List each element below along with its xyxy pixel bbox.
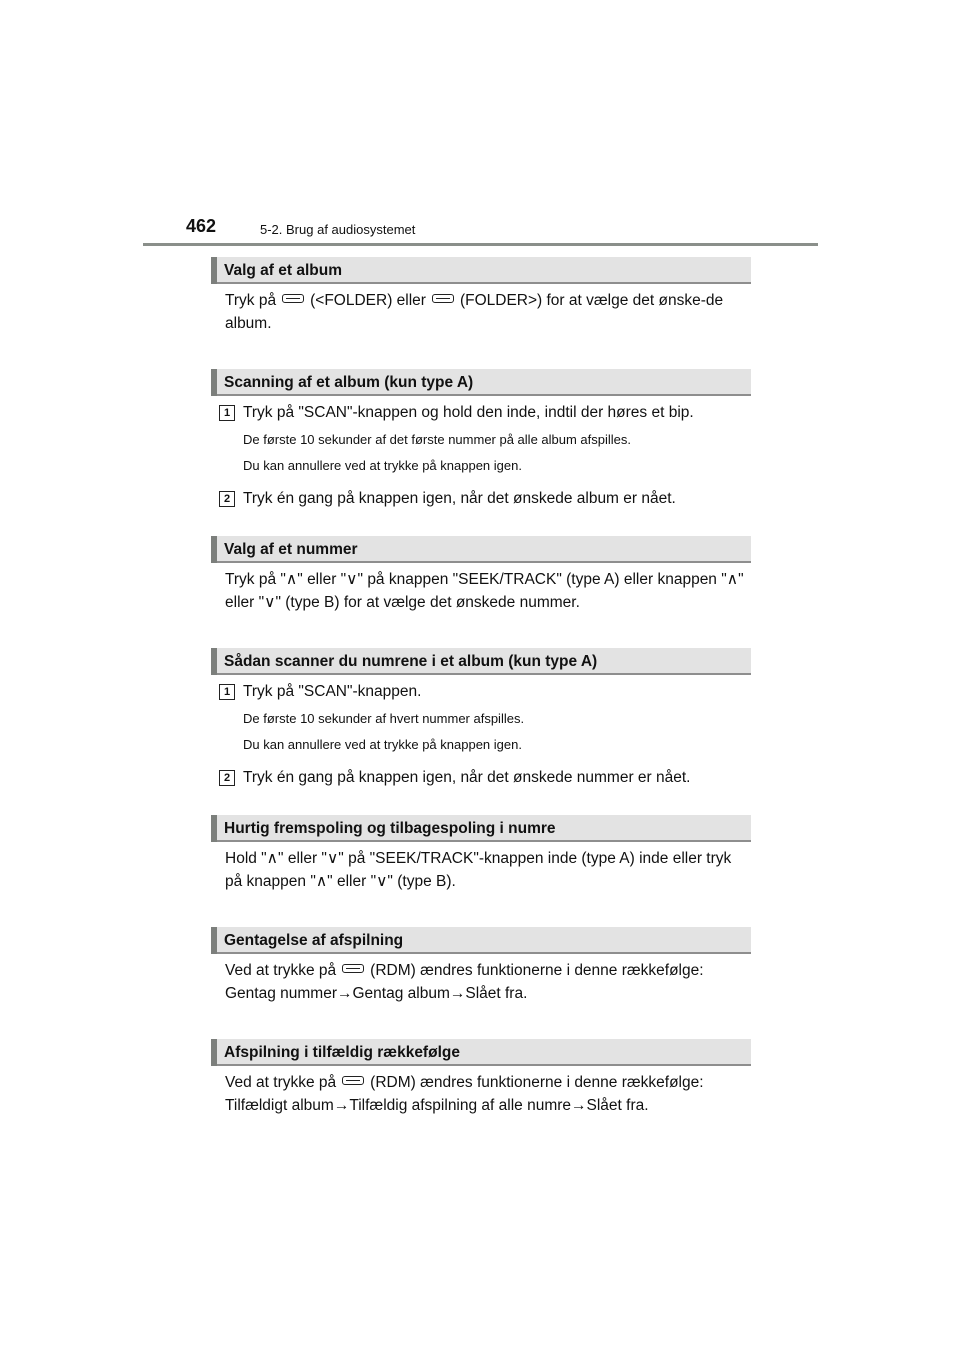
section-repeat: [211, 927, 751, 1005]
step-item: 1 Tryk på "SCAN"-knappen.: [211, 681, 751, 703]
section-heading: Afspilning i tilfældig rækkefølge: [211, 1039, 751, 1066]
page-content: [211, 257, 751, 1117]
section-heading: Gentagelse af afspilning: [211, 927, 751, 954]
section-heading: Scanning af et album (kun type A): [211, 369, 751, 396]
section-track: [211, 536, 751, 614]
note: Du kan annullere ved at trykke på knappen igen.: [243, 458, 522, 473]
section-ffwd: [211, 815, 751, 893]
step-item: 2 Tryk én gang på knappen igen, når det ønskede album er nået.: [211, 488, 751, 510]
section-heading: Sådan scanner du numrene i et album (kun type A): [211, 648, 751, 675]
chapter-title: 5-2. Brug af audiosystemet: [260, 222, 416, 237]
step-number: 1: [219, 684, 235, 700]
paragraph: Tryk på "∧" eller "∨" på knappen "SEEK/TRACK" (type A) eller knappen "∧" eller "∨" (type B) for at vælge det ønskede nummer.: [225, 571, 744, 611]
section-scan-tracks: [211, 648, 751, 789]
button-icon: [282, 294, 304, 303]
step-number: 1: [219, 405, 235, 421]
paragraph: Hold "∧" eller "∨" på "SEEK/TRACK"-knappen inde (type A) inde eller tryk på knappen "∧" eller "∨" (type B).: [225, 850, 732, 890]
note: De første 10 sekunder af det første nummer på alle album afspilles.: [243, 432, 632, 447]
section-random: [211, 1039, 751, 1117]
section-scan-album: [211, 369, 751, 510]
section-heading: Hurtig fremspoling og tilbagespoling i numre: [211, 815, 751, 842]
note: De første 10 sekunder af hvert nummer afspilles.: [243, 711, 525, 726]
step-number: 2: [219, 491, 235, 507]
header-rule: [143, 243, 818, 246]
paragraph: Tryk på (<FOLDER) eller (FOLDER>) for at vælge det ønske-de album.: [225, 292, 724, 332]
page-number: 462: [186, 216, 217, 236]
section-album: [211, 257, 751, 335]
step-item: 1 Tryk på "SCAN"-knappen og hold den inde, indtil der høres et bip.: [211, 402, 751, 424]
step-item: 2 Tryk én gang på knappen igen, når det ønskede nummer er nået.: [211, 767, 751, 789]
paragraph: Ved at trykke på (RDM) ændres funktionerne i denne rækkefølge: Tilfældigt album→Tilfældig afspilning af alle numre→Slået fra.: [225, 1074, 704, 1114]
button-icon: [432, 294, 454, 303]
button-icon: [342, 964, 364, 973]
step-number: 2: [219, 770, 235, 786]
note: Du kan annullere ved at trykke på knappen igen.: [243, 737, 522, 752]
button-icon: [342, 1076, 364, 1085]
section-heading: Valg af et nummer: [211, 536, 751, 563]
section-heading: Valg af et album: [211, 257, 751, 284]
paragraph: Ved at trykke på (RDM) ændres funktionerne i denne rækkefølge: Gentag nummer→Gentag album→Slået fra.: [225, 962, 704, 1002]
